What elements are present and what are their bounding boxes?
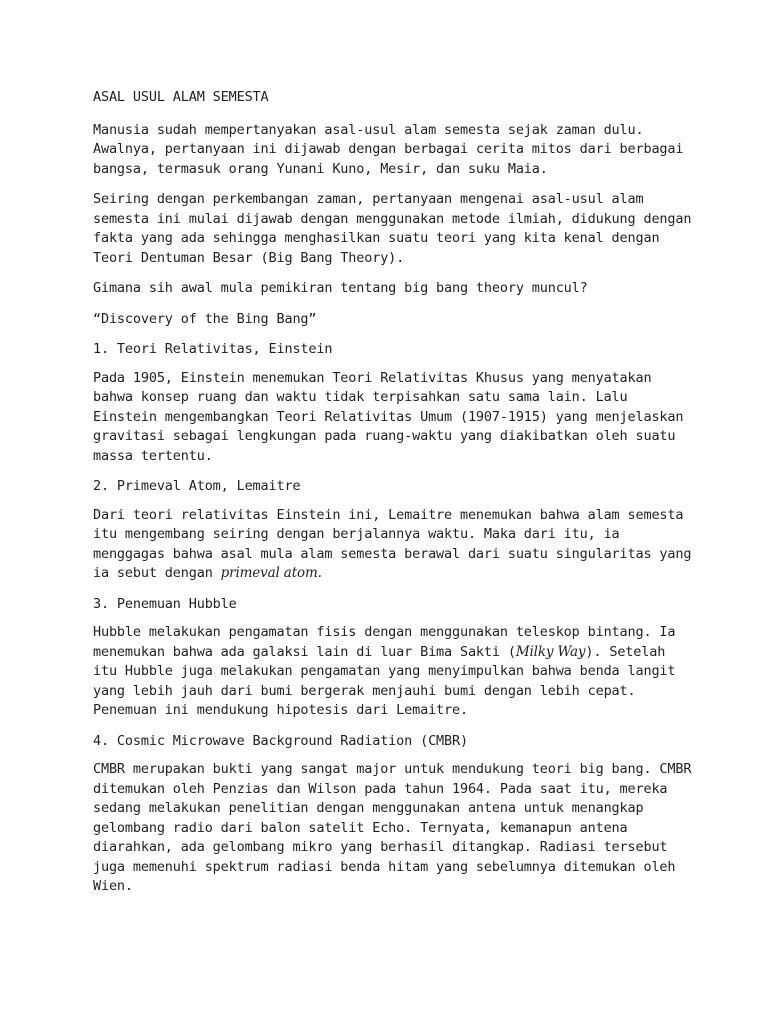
section1-heading: 1. Teori Relativitas, Einstein bbox=[93, 341, 333, 357]
section3-body-text-b: ). Setelah itu Hubble juga melakukan pengamatan yang menyimpulkan bahwa benda langit yang lebih jauh dari bumi bergerak menjauhi bumi dengan lebih cepat. Penemuan ini mendukung hipotesis dari Lemaitre. bbox=[93, 643, 676, 718]
section2-body bbox=[93, 506, 693, 584]
section2-heading: 2. Primeval Atom, Lemaitre bbox=[93, 478, 301, 494]
section4-body: CMBR merupakan bukti yang sangat major untuk mendukung teori big bang. CMBR ditemukan oleh Penzias dan Wilson pada tahun 1964. Pada saat itu, mereka sedang melakukan penelitian dengan menggunakan antena untuk menangkap gelombang radio dari balon satelit Echo. Ternyata, kemanapun antena diarahkan, ada gelombang mikro yang berhasil ditangkap. Radiasi tersebut juga memenuhi spektrum radiasi benda hitam yang sebelumnya ditemukan oleh Wien. bbox=[93, 761, 692, 894]
document-title: ASAL USUL ALAM SEMESTA bbox=[93, 89, 269, 105]
question-paragraph: Gimana sih awal mula pemikiran tentang big bang theory muncul? bbox=[93, 280, 588, 296]
section3-body-text-a: Hubble melakukan pengamatan fisis dengan menggunakan teleskop bintang. Ia menemukan bahwa ada galaksi lain di luar Bima Sakti ( bbox=[93, 624, 676, 660]
section2-body-text: Dari teori relativitas Einstein ini, Lemaitre menemukan bahwa alam semesta itu mengembang seiring dengan berjalannya waktu. Maka dari itu, ia menggagas bahwa asal mula alam semesta berawal dari suatu singularitas yang ia sebut dengan bbox=[93, 506, 692, 581]
document-body bbox=[93, 88, 693, 908]
section3-body bbox=[93, 623, 693, 721]
intro-paragraph: Manusia sudah mempertanyakan asal-usul alam semesta sejak zaman dulu. Awalnya, pertanyaan ini dijawab dengan berbagai cerita mitos dari berbagai bangsa, termasuk orang Yunani Kuno, Mesir, dan suku Maia. bbox=[93, 121, 684, 177]
section4-heading: 4. Cosmic Microwave Background Radiation (CMBR) bbox=[93, 732, 468, 749]
section3-body-italic: Milky Way bbox=[515, 643, 586, 660]
seiring-paragraph: Seiring dengan perkembangan zaman, pertanyaan mengenai asal-usul alam semesta ini mulai dijawab dengan menggunakan metode ilmiah, didukung dengan fakta yang ada sehingga menghasilkan suatu teori yang kita kenal dengan Teori Dentuman Besar (Big Bang Theory). bbox=[93, 191, 692, 266]
section3-heading: 3. Penemuan Hubble bbox=[93, 595, 237, 612]
section1-body: Pada 1905, Einstein menemukan Teori Relativitas Khusus yang menyatakan bahwa konsep ruang dan waktu tidak terpisahkan satu sama lain. Lalu Einstein mengembangkan Teori Relativitas Umum (1907-1915) yang menjelaskan gravitasi sebagai lengkungan pada ruang-waktu yang diakibatkan oleh suatu massa tertentu. bbox=[93, 369, 684, 464]
section2-body-italic: primeval atom. bbox=[220, 565, 322, 581]
discovery-heading: “Discovery of the Bing Bang” bbox=[93, 310, 317, 327]
